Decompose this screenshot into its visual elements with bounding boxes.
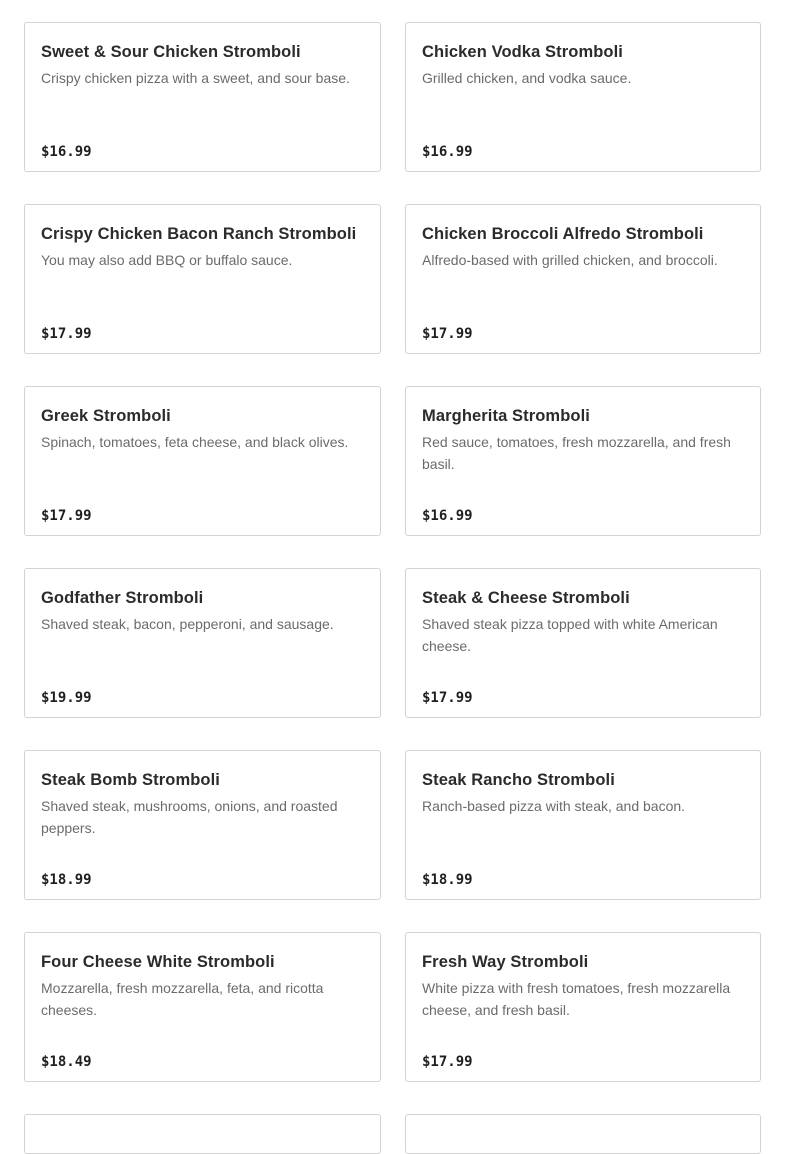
menu-item-name: Steak & Cheese Stromboli	[422, 589, 630, 607]
menu-item-price: $17.99	[41, 508, 92, 524]
menu-item-description: Shaved steak pizza topped with white American cheese.	[422, 616, 718, 654]
menu-item-card[interactable]	[405, 750, 761, 900]
menu-item-card[interactable]	[24, 204, 381, 354]
menu-item-description: Crispy chicken pizza with a sweet, and sour base.	[41, 70, 350, 86]
menu-item-card[interactable]	[24, 750, 381, 900]
menu-item-price: $16.99	[422, 144, 473, 160]
menu-item-card[interactable]	[405, 204, 761, 354]
menu-item-price: $17.99	[422, 690, 473, 706]
menu-item-name: Crispy Chicken Bacon Ranch Stromboli	[41, 225, 357, 243]
menu-item-name: Godfather Stromboli	[41, 589, 204, 607]
menu-item-description: White pizza with fresh tomatoes, fresh mozzarella cheese, and fresh basil.	[422, 980, 731, 1018]
menu-item-price: $17.99	[422, 1054, 473, 1070]
menu-item-description: Shaved steak, bacon, pepperoni, and sausage.	[41, 616, 334, 632]
menu-item-description: You may also add BBQ or buffalo sauce.	[41, 252, 293, 268]
menu-item-description: Red sauce, tomatoes, fresh mozzarella, and fresh basil.	[422, 434, 731, 472]
menu-item-price: $18.99	[41, 872, 92, 888]
menu-item-name: Margherita Stromboli	[422, 407, 590, 425]
menu-item-price: $17.99	[41, 326, 92, 342]
menu-item-card[interactable]	[24, 568, 381, 718]
menu-grid	[24, 22, 761, 1154]
menu-item-description: Mozzarella, fresh mozzarella, feta, and ricotta cheeses.	[41, 980, 324, 1018]
menu-item-card[interactable]	[24, 386, 381, 536]
menu-item-name: Fresh Way Stromboli	[422, 953, 589, 971]
menu-item-description: Ranch-based pizza with steak, and bacon.	[422, 798, 686, 814]
menu-item-name: Chicken Broccoli Alfredo Stromboli	[422, 225, 704, 243]
menu-item-price: $16.99	[41, 144, 92, 160]
menu-item-price: $19.99	[41, 690, 92, 706]
menu-item-card-partial[interactable]	[405, 1114, 761, 1154]
menu-item-price: $16.99	[422, 508, 473, 524]
menu-item-description: Spinach, tomatoes, feta cheese, and black olives.	[41, 434, 349, 450]
menu-item-name: Steak Bomb Stromboli	[41, 771, 220, 789]
menu-item-card-partial[interactable]	[24, 1114, 381, 1154]
menu-item-name: Sweet & Sour Chicken Stromboli	[41, 43, 301, 61]
menu-item-name: Greek Stromboli	[41, 407, 171, 425]
menu-item-card[interactable]	[405, 22, 761, 172]
menu-item-card[interactable]	[405, 386, 761, 536]
menu-item-price: $18.49	[41, 1054, 92, 1070]
menu-item-card[interactable]	[405, 568, 761, 718]
menu-item-name: Steak Rancho Stromboli	[422, 771, 615, 789]
menu-item-description: Grilled chicken, and vodka sauce.	[422, 70, 632, 86]
menu-item-card[interactable]	[24, 22, 381, 172]
menu-item-card[interactable]	[405, 932, 761, 1082]
menu-item-price: $18.99	[422, 872, 473, 888]
menu-item-description: Shaved steak, mushrooms, onions, and roasted peppers.	[41, 798, 338, 836]
menu-item-description: Alfredo-based with grilled chicken, and broccoli.	[422, 252, 718, 268]
menu-item-card[interactable]	[24, 932, 381, 1082]
menu-item-name: Chicken Vodka Stromboli	[422, 43, 623, 61]
menu-item-name: Four Cheese White Stromboli	[41, 953, 275, 971]
menu-item-price: $17.99	[422, 326, 473, 342]
